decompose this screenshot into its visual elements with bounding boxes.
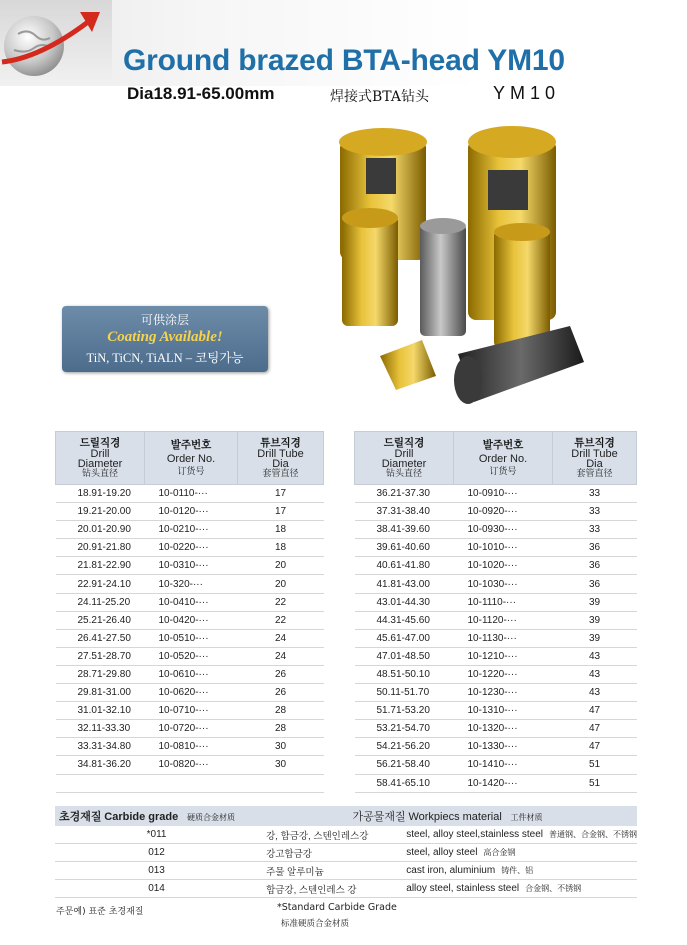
order-example-note: 주문예) 표준 초경재질 (56, 907, 144, 917)
cell-diameter: 36.21-37.30 (355, 485, 454, 503)
cell-diameter: 40.61-41.80 (355, 557, 454, 575)
workpiece-ko: 강고합금강 (258, 844, 406, 862)
cell-diameter: 22.91-24.10 (56, 575, 145, 593)
standard-grade-note: *Standard Carbide Grade (277, 902, 397, 913)
workpiece-en-text: steel, alloy steel (406, 847, 478, 858)
cell-diameter: 26.41-27.50 (56, 629, 145, 647)
cell-tube: 26 (238, 665, 324, 683)
cell-tube: 18 (238, 539, 324, 557)
cell-order: 10-0210-··· (145, 521, 238, 539)
workpiece-en (406, 880, 637, 898)
cell-diameter: 50.11-51.70 (355, 684, 454, 702)
cell-order: 10-0520-··· (145, 647, 238, 665)
cell-diameter (56, 774, 145, 792)
table-row (56, 720, 324, 738)
table-row (355, 503, 637, 521)
cell-order: 10-0110-··· (145, 485, 238, 503)
workpiece-ko: 강, 합금강, 스텐인레스강 (258, 826, 406, 844)
cell-diameter: 38.41-39.60 (355, 521, 454, 539)
table-row (355, 702, 637, 720)
table-row (56, 702, 324, 720)
table-row (56, 774, 324, 792)
cell-order: 10-0810-··· (145, 738, 238, 756)
table-row (56, 611, 324, 629)
carbide-grade-table (55, 806, 637, 898)
table-row (355, 485, 637, 503)
cell-tube: 17 (238, 485, 324, 503)
cell-diameter: 20.01-20.90 (56, 521, 145, 539)
cell-order: 10-0910-··· (454, 485, 553, 503)
grade-row (55, 862, 637, 880)
cell-order: 10-1420-··· (454, 774, 553, 792)
cell-tube: 28 (238, 720, 324, 738)
col-header-tube: 튜브직경 Drill Tube Dia 套管直径 (238, 432, 324, 485)
cell-tube: 17 (238, 503, 324, 521)
table-row (355, 629, 637, 647)
coating-types: TiN, TiCN, TiALN – 코팅가능 (86, 351, 244, 365)
cell-order: 10-1330-··· (454, 738, 553, 756)
cell-order: 10-1410-··· (454, 756, 553, 774)
cell-order: 10-0720-··· (145, 720, 238, 738)
col-header-tube: 튜브직경 Drill Tube Dia 套管直径 (553, 432, 637, 485)
cell-diameter: 58.41-65.10 (355, 774, 454, 792)
cell-order: 10-0510-··· (145, 629, 238, 647)
cell-diameter: 19.21-20.00 (56, 503, 145, 521)
table-row (355, 521, 637, 539)
workpiece-header: 가공물재질 Workpiecs material 工件材质 (258, 806, 637, 826)
cell-tube: 26 (238, 684, 324, 702)
workpiece-en-text: steel, alloy steel,stainless steel (406, 829, 543, 840)
cell-tube: 30 (238, 738, 324, 756)
cell-order: 10-1010-··· (454, 539, 553, 557)
cell-diameter: 31.01-32.10 (56, 702, 145, 720)
cell-tube: 33 (553, 521, 637, 539)
cell-diameter: 54.21-56.20 (355, 738, 454, 756)
cell-tube: 39 (553, 611, 637, 629)
table-row (56, 575, 324, 593)
cell-diameter: 33.31-34.80 (56, 738, 145, 756)
cell-order: 10-0620-··· (145, 684, 238, 702)
table-row (56, 665, 324, 683)
cell-diameter: 39.61-40.60 (355, 539, 454, 557)
cell-tube: 22 (238, 593, 324, 611)
cell-diameter: 32.11-33.30 (56, 720, 145, 738)
cell-tube: 36 (553, 557, 637, 575)
globe-arrow-logo (0, 0, 112, 86)
bta-drill-heads-photo (318, 118, 608, 410)
table-row (355, 774, 637, 792)
cell-order: 10-0930-··· (454, 521, 553, 539)
table-row (355, 684, 637, 702)
table-row (56, 738, 324, 756)
cell-tube: 36 (553, 539, 637, 557)
cell-diameter: 47.01-48.50 (355, 647, 454, 665)
cell-diameter: 24.11-25.20 (56, 593, 145, 611)
cell-tube: 24 (238, 647, 324, 665)
coating-label-cn: 可供涂层 (140, 313, 189, 327)
cell-diameter: 20.91-21.80 (56, 539, 145, 557)
cell-order: 10-0920-··· (454, 503, 553, 521)
cell-order: 10-0120-··· (145, 503, 238, 521)
table-row (56, 629, 324, 647)
workpiece-ko: 합금강, 스텐인레스 강 (258, 880, 406, 898)
cell-order: 10-1120-··· (454, 611, 553, 629)
grade-code: 012 (55, 844, 258, 862)
cell-order: 10-0420-··· (145, 611, 238, 629)
table-row (56, 756, 324, 774)
cell-diameter: 28.71-29.80 (56, 665, 145, 683)
table-row (355, 738, 637, 756)
cell-diameter: 56.21-58.40 (355, 756, 454, 774)
cell-order: 10-1020-··· (454, 557, 553, 575)
cell-order: 10-0610-··· (145, 665, 238, 683)
workpiece-cn-text: 铸件、铝 (501, 866, 534, 875)
cell-tube: 22 (238, 611, 324, 629)
col-header-diameter: 드릴직경 Drill Diameter 钻头直径 (56, 432, 145, 485)
table-row (56, 539, 324, 557)
cell-order: 10-1210-··· (454, 647, 553, 665)
cell-tube: 47 (553, 702, 637, 720)
cell-order: 10-1130-··· (454, 629, 553, 647)
cell-diameter: 51.71-53.20 (355, 702, 454, 720)
grade-row (55, 844, 637, 862)
cell-diameter: 18.91-19.20 (56, 485, 145, 503)
table-row (56, 521, 324, 539)
cell-tube: 18 (238, 521, 324, 539)
cell-diameter: 48.51-50.10 (355, 665, 454, 683)
table-row (355, 647, 637, 665)
cell-tube: 30 (238, 756, 324, 774)
cell-order: 10-0310-··· (145, 557, 238, 575)
cell-diameter: 41.81-43.00 (355, 575, 454, 593)
cell-order: 10-0710-··· (145, 702, 238, 720)
table-row (56, 503, 324, 521)
cell-tube: 28 (238, 702, 324, 720)
workpiece-en (406, 844, 637, 862)
page-title: Ground brazed BTA-head YM10 (123, 44, 565, 77)
cell-diameter: 44.31-45.60 (355, 611, 454, 629)
cell-tube: 33 (553, 503, 637, 521)
workpiece-en-text: alloy steel, stainless steel (406, 883, 520, 894)
table-row (355, 720, 637, 738)
grade-code: 013 (55, 862, 258, 880)
order-table-right (354, 431, 637, 793)
table-row (56, 647, 324, 665)
coating-label-en: Coating Available! (107, 329, 223, 345)
cell-diameter: 29.81-31.00 (56, 684, 145, 702)
cell-tube: 24 (238, 629, 324, 647)
subtitle-chinese: 焊接式BTA钻头 (330, 89, 429, 105)
workpiece-ko: 주물 알루미늄 (258, 862, 406, 880)
table-row (56, 557, 324, 575)
table-row (355, 557, 637, 575)
cell-tube: 47 (553, 720, 637, 738)
table-row (355, 575, 637, 593)
cell-order: 10-0410-··· (145, 593, 238, 611)
table-row (355, 611, 637, 629)
cell-tube: 39 (553, 629, 637, 647)
workpiece-en-text: cast iron, aluminium (406, 865, 496, 876)
cell-tube: 43 (553, 684, 637, 702)
cell-diameter: 27.51-28.70 (56, 647, 145, 665)
table-row (56, 684, 324, 702)
cell-tube: 43 (553, 647, 637, 665)
table-row (56, 593, 324, 611)
workpiece-en (406, 826, 637, 844)
cell-order: 10-1110-··· (454, 593, 553, 611)
order-table-left (55, 431, 324, 793)
table-row (355, 756, 637, 774)
model-code: YM10 (493, 83, 561, 103)
cell-order: 10-320-··· (145, 575, 238, 593)
cell-tube: 51 (553, 774, 637, 792)
cell-diameter: 53.21-54.70 (355, 720, 454, 738)
cell-order: 10-1030-··· (454, 575, 553, 593)
col-header-order: 발주번호 Order No. 订货号 (145, 432, 238, 485)
diameter-range: Dia18.91-65.00mm (127, 84, 275, 103)
cell-diameter: 45.61-47.00 (355, 629, 454, 647)
grade-header: 초경재질 Carbide grade 硬质合金材质 (55, 806, 258, 826)
grade-row (55, 880, 637, 898)
workpiece-en (406, 862, 637, 880)
cell-tube: 51 (553, 756, 637, 774)
cell-tube: 39 (553, 593, 637, 611)
cell-tube: 33 (553, 485, 637, 503)
standard-grade-note-cn: 标准硬质合金材质 (281, 919, 350, 929)
table-row (355, 665, 637, 683)
workpiece-cn-text: 高合金钢 (483, 848, 516, 857)
cell-order: 10-1230-··· (454, 684, 553, 702)
table-row (355, 539, 637, 557)
coating-available-badge (62, 306, 268, 372)
cell-order (145, 774, 238, 792)
cell-diameter: 43.01-44.30 (355, 593, 454, 611)
page-header (0, 0, 687, 86)
cell-tube: 47 (553, 738, 637, 756)
cell-order: 10-0820-··· (145, 756, 238, 774)
cell-tube (238, 774, 324, 792)
table-row (355, 593, 637, 611)
grade-code: 014 (55, 880, 258, 898)
grade-row (55, 826, 637, 844)
table-row (56, 485, 324, 503)
cell-diameter: 25.21-26.40 (56, 611, 145, 629)
col-header-diameter: 드릴직경 Drill Diameter 钻头直径 (355, 432, 454, 485)
cell-order: 10-1320-··· (454, 720, 553, 738)
workpiece-cn-text: 普通钢、合金钢、不锈钢 (549, 830, 637, 839)
cell-order: 10-0220-··· (145, 539, 238, 557)
cell-diameter: 21.81-22.90 (56, 557, 145, 575)
workpiece-cn-text: 合金钢、不锈钢 (525, 884, 582, 893)
cell-order: 10-1310-··· (454, 702, 553, 720)
cell-tube: 20 (238, 557, 324, 575)
cell-tube: 20 (238, 575, 324, 593)
cell-diameter: 37.31-38.40 (355, 503, 454, 521)
cell-tube: 36 (553, 575, 637, 593)
cell-tube: 43 (553, 665, 637, 683)
col-header-order: 발주번호 Order No. 订货号 (454, 432, 553, 485)
grade-code: *011 (55, 826, 258, 844)
cell-order: 10-1220-··· (454, 665, 553, 683)
cell-diameter: 34.81-36.20 (56, 756, 145, 774)
